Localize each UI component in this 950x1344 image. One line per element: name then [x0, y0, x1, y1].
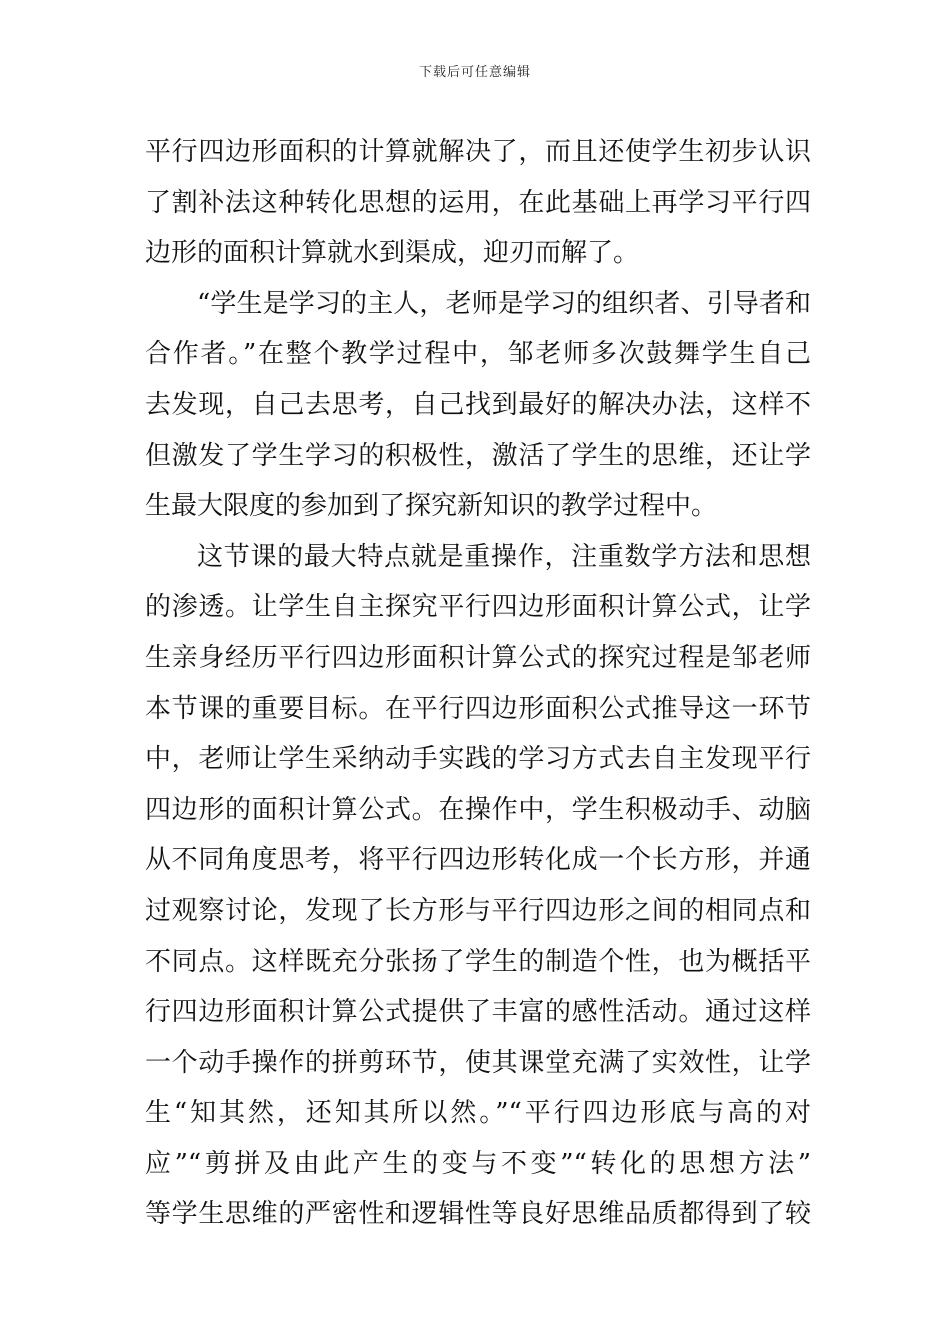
text-line: 了割补法这种转化思想的运用，在此基础上再学习平行四 [145, 187, 811, 218]
text-line: 边形的面积计算就水到渠成，迎刃而解了。 [145, 238, 640, 269]
text-line: 一个动手操作的拼剪环节，使其课堂充满了实效性，让学 [145, 1047, 811, 1078]
text-line: 等学生思维的严密性和逻辑性等良好思维品质都得到了较 [145, 1199, 811, 1230]
text-line: 应”“剪拼及由此产生的变与不变”“转化的思想方法” [145, 1148, 811, 1179]
text-line: 这节课的最大特点就是重操作，注重数学方法和思想 [197, 541, 811, 572]
text-line: 去发现，自己去思考，自己找到最好的解决办法，这样不 [145, 389, 811, 420]
text-line: 生“知其然，还知其所以然。”“平行四边形底与高的对 [145, 1098, 811, 1129]
text-line: 不同点。这样既充分张扬了学生的制造个性，也为概括平 [145, 946, 811, 977]
text-line: 生最大限度的参加到了探究新知识的教学过程中。 [145, 491, 718, 522]
text-line: 过观察讨论，发现了长方形与平行四边形之间的相同点和 [145, 895, 811, 926]
text-line: 行四边形面积计算公式提供了丰富的感性活动。通过这样 [145, 997, 811, 1028]
text-line: 合作者。”在整个教学过程中，邹老师多次鼓舞学生自己 [145, 339, 811, 370]
text-line: 平行四边形面积的计算就解决了，而且还使学生初步认识 [145, 137, 811, 167]
text-line: 生亲身经历平行四边形面积计算公式的探究过程是邹老师 [145, 642, 811, 673]
text-line: “学生是学习的主人，老师是学习的组织者、引导者和 [197, 288, 811, 319]
page-header: 下载后可任意编辑 [418, 65, 531, 80]
text-line: 的渗透。让学生自主探究平行四边形面积计算公式，让学 [145, 592, 811, 623]
text-line: 但激发了学生学习的积极性，激活了学生的思维，还让学 [145, 440, 811, 471]
text-line: 四边形的面积计算公式。在操作中，学生积极动手、动脑 [145, 794, 811, 825]
text-line: 从不同角度思考，将平行四边形转化成一个长方形，并通 [145, 845, 811, 876]
body-text [145, 127, 811, 1240]
text-line: 本节课的重要目标。在平行四边形面积公式推导这一环节 [145, 693, 811, 724]
text-line: 中，老师让学生采纳动手实践的学习方式去自主发现平行 [145, 744, 811, 775]
